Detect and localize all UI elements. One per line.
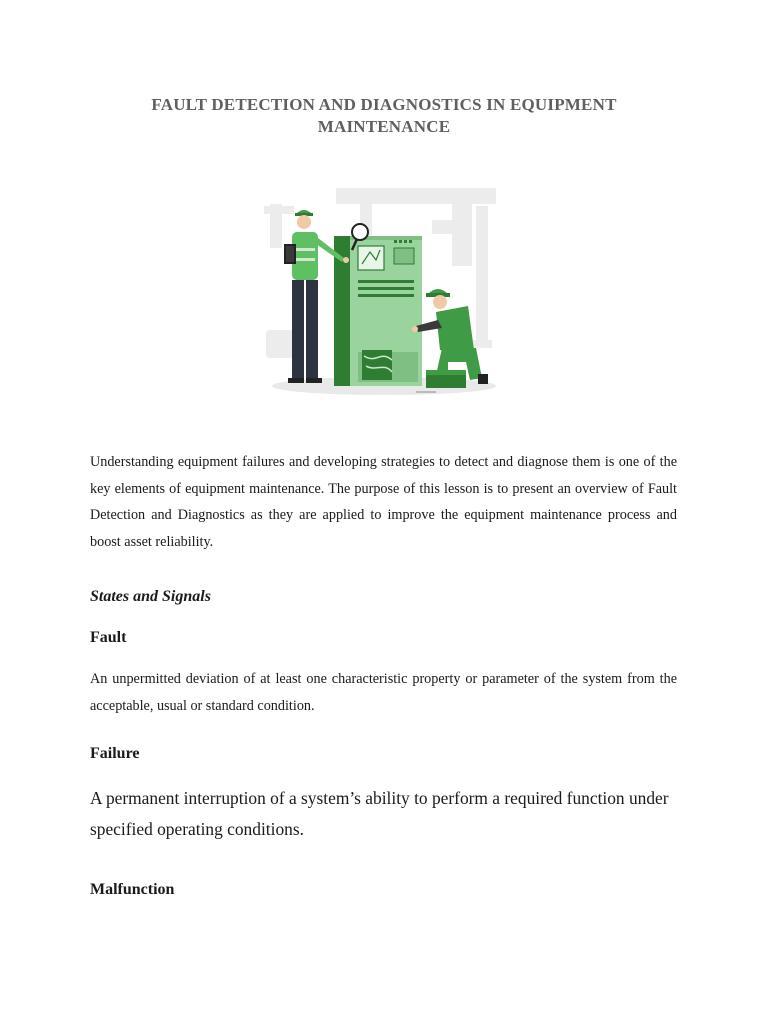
title-line-1: FAULT DETECTION AND DIAGNOSTICS IN EQUIPMENT <box>151 95 617 114</box>
term-heading-fault: Fault <box>90 629 127 646</box>
definition-fault: An unpermitted deviation of at least one characteristic property or parameter of the system from the acceptable, usual or standard condition. <box>90 671 677 714</box>
intro-paragraph: Understanding equipment failures and developing strategies to detect and diagnose them is one of the key elements of equipment maintenance. The purpose of this lesson is to present an overview of Fault Detection and Diagnostics as they are applied to improve the equipment maintenance process and boost asset reliability. <box>90 454 677 550</box>
title-line-2: MAINTENANCE <box>317 117 451 136</box>
maintenance-workers-illustration <box>262 180 508 404</box>
term-heading-malfunction: Malfunction <box>90 881 175 898</box>
document-title <box>0 94 768 138</box>
section-heading-states-and-signals: States and Signals <box>90 588 211 605</box>
term-heading-failure: Failure <box>90 745 140 762</box>
definition-failure: A permanent interruption of a system’s ability to perform a required function under specified operating conditions. <box>90 788 669 839</box>
